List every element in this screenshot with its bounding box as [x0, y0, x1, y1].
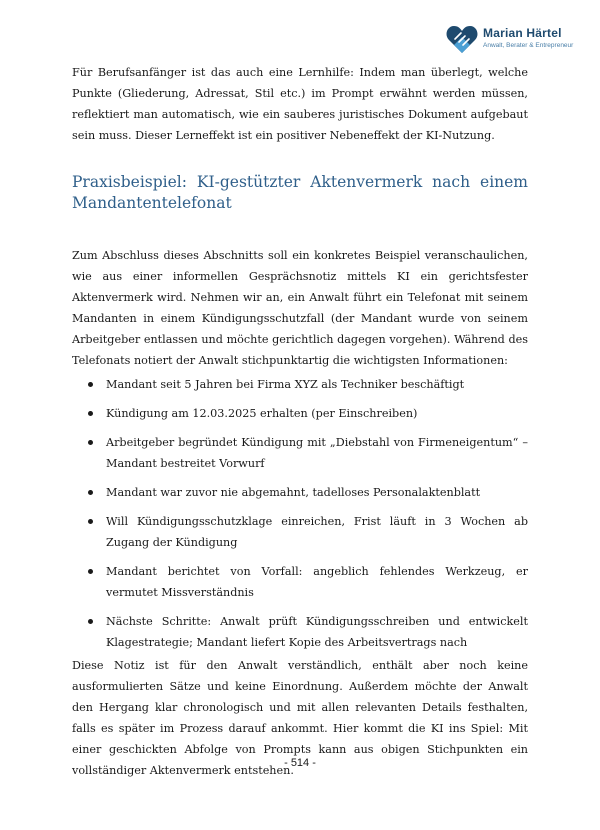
example-section	[72, 245, 528, 371]
list-item	[72, 403, 528, 424]
bullet-icon	[88, 519, 93, 524]
list-item-text: Mandant berichtet von Vorfall: angeblich fehlendes Werkzeug, er vermutet Missverständnis	[106, 565, 528, 599]
list-item	[72, 482, 528, 503]
list-item-text: Nächste Schritte: Anwalt prüft Kündigungsschreiben und entwickelt Klagestrategie; Mandant liefert Kopie des Arbeitsvertrags nach	[106, 615, 528, 649]
heart-handshake-icon	[445, 22, 479, 56]
example-paragraph: Zum Abschluss dieses Abschnitts soll ein konkretes Beispiel veranschaulichen, wie aus einer informellen Gesprächsnotiz mittels KI ein gerichtsfester Aktenvermerk wird. Nehmen wir an, ein Anwalt führt ein Telefonat mit seinem Mandanten in einem Kündigungsschutzfall (der Mandant wurde von seinem Arbeitgeber entlassen und möchte gerichtlich dagegen vorgehen). Während des Telefonats notiert der Anwalt stichpunktartig die wichtigsten Informationen:	[72, 249, 528, 367]
list-item	[72, 511, 528, 553]
list-item	[72, 561, 528, 603]
list-item	[72, 432, 528, 474]
bullet-icon	[88, 440, 93, 445]
list-item-text: Mandant seit 5 Jahren bei Firma XYZ als Techniker beschäftigt	[106, 378, 465, 391]
list-item-text: Arbeitgeber begründet Kündigung mit „Diebstahl von Firmeneigentum“ – Mandant bestreitet Vorwurf	[106, 436, 528, 470]
brand-logo	[445, 22, 595, 58]
list-item-text: Will Kündigungsschutzklage einreichen, Frist läuft in 3 Wochen ab Zugang der Kündigung	[106, 515, 528, 549]
logo-tagline: Anwalt, Berater & Entrepreneur	[483, 42, 574, 49]
closing-paragraph: Diese Notiz ist für den Anwalt verständlich, enthält aber noch keine ausformulierten Sätze und keine Einordnung. Außerdem möchte der Anwalt den Hergang klar chronologisch und mit allen relevanten Details festhalten, falls es später im Prozess darauf ankommt. Hier kommt die KI ins Spiel: Mit einer geschickten Abfolge von Prompts kann aus obigen Stichpunkten ein vollständiger Aktenvermerk entstehen.	[72, 659, 528, 777]
section-heading: Praxisbeispiel: KI-gestützter Aktenvermerk nach einem Mandantentelefonat	[72, 173, 528, 212]
bullet-icon	[88, 569, 93, 574]
bullet-icon	[88, 382, 93, 387]
list-item-text: Mandant war zuvor nie abgemahnt, tadelloses Personalaktenblatt	[106, 486, 481, 499]
logo-name: Marian Härtel	[483, 26, 562, 40]
bullet-icon	[88, 411, 93, 416]
notes-list	[72, 374, 528, 661]
bullet-icon	[88, 619, 93, 624]
intro-section	[72, 62, 528, 146]
intro-paragraph: Für Berufsanfänger ist das auch eine Lernhilfe: Indem man überlegt, welche Punkte (Gliederung, Adressat, Stil etc.) im Prompt erwähnt werden müssen, reflektiert man automatisch, wie ein sauberes juristisches Dokument aufgebaut sein muss. Dieser Lerneffekt ist ein positiver Nebeneffekt der KI-Nutzung.	[72, 66, 528, 142]
bullet-icon	[88, 490, 93, 495]
list-item	[72, 374, 528, 395]
list-item	[72, 611, 528, 653]
list-item-text: Kündigung am 12.03.2025 erhalten (per Einschreiben)	[106, 407, 418, 420]
page-number: - 514 -	[284, 757, 316, 769]
